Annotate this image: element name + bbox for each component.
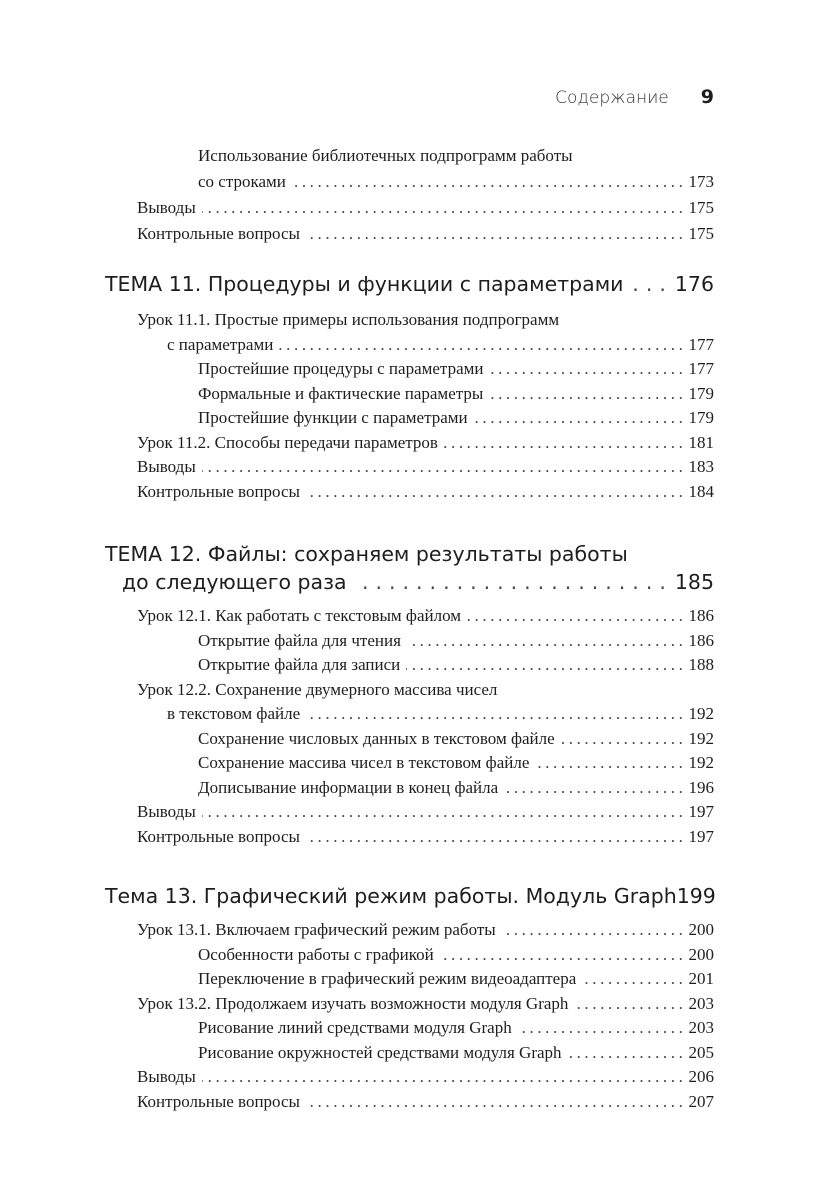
- toc-entry[interactable]: [105, 1090, 714, 1115]
- entry-page: 203: [688, 1018, 714, 1037]
- entry-page: 179: [688, 408, 714, 427]
- dot-leader: [202, 1065, 687, 1090]
- toc-entry[interactable]: [105, 357, 714, 382]
- toc-entry[interactable]: [105, 992, 714, 1017]
- toc-chapter-11: [105, 270, 714, 504]
- entry-title: Рисование линий средствами модуля Graph: [198, 1018, 512, 1037]
- entry-page: 184: [688, 481, 714, 501]
- chapter-title: ТЕМА 11. Процедуры и функции с параметрами: [105, 272, 624, 296]
- chapter-page: 185: [674, 570, 714, 594]
- entry-title: Простейшие функции с параметрами: [198, 408, 468, 427]
- toc-entry[interactable]: [105, 221, 714, 247]
- toc-entry[interactable]: [105, 1041, 714, 1066]
- entry-page: 207: [688, 1091, 714, 1111]
- dot-leader: [407, 629, 687, 654]
- entry-page: 183: [688, 457, 714, 476]
- toc-entry[interactable]: [105, 967, 714, 992]
- dot-leader: [279, 333, 686, 358]
- entry-title: Урок 11.1. Простые примеры использования подпрограмм: [137, 310, 560, 329]
- dot-leader: [582, 967, 686, 992]
- dot-leader: [306, 825, 687, 850]
- dot-leader: [574, 992, 686, 1017]
- dot-leader: [630, 270, 673, 298]
- dot-leader: [535, 751, 686, 776]
- dot-leader: [504, 776, 686, 801]
- chapter-title: ТЕМА 12. Файлы: сохраняем результаты работы: [105, 542, 628, 566]
- toc-entry[interactable]: [105, 455, 714, 480]
- entry-page: 200: [688, 920, 714, 939]
- entry-title: Сохранение массива чисел в текстовом файле: [198, 753, 530, 772]
- dot-leader: [489, 382, 686, 407]
- entry-title: Рисование окружностей средствами модуля Graph: [198, 1042, 562, 1062]
- toc-chapter-12: [105, 540, 714, 849]
- dot-leader: [202, 800, 687, 825]
- running-header: [555, 86, 714, 108]
- entry-title: Дописывание информации в конец файла: [198, 777, 499, 797]
- entry-title: Простейшие процедуры с параметрами: [198, 359, 484, 378]
- entry-page: 192: [688, 728, 714, 748]
- toc-entry[interactable]: [105, 480, 714, 505]
- entry-page: 201: [688, 969, 714, 988]
- toc-entry[interactable]: [105, 678, 714, 703]
- entry-page: 196: [688, 777, 714, 797]
- entry-title: в текстовом файле: [167, 704, 301, 723]
- entry-page: 205: [688, 1042, 714, 1062]
- chapter-heading-cont[interactable]: [105, 568, 714, 596]
- toc-chapter-13: [105, 882, 714, 1114]
- toc-entry[interactable]: [105, 195, 714, 221]
- toc-entry[interactable]: [105, 825, 714, 850]
- entry-title: Контрольные вопросы: [137, 1091, 300, 1111]
- entry-title: Урок 11.2. Способы передачи параметров: [137, 432, 438, 452]
- dot-leader: [202, 455, 687, 480]
- toc-entry[interactable]: [105, 800, 714, 825]
- entry-title: Урок 13.2. Продолжаем изучать возможности модуля Graph: [137, 993, 569, 1013]
- entry-page: 197: [688, 802, 714, 821]
- dot-leader: [306, 480, 687, 505]
- toc-entry[interactable]: [105, 431, 714, 456]
- entry-page: 206: [688, 1067, 714, 1086]
- toc-entry[interactable]: [105, 629, 714, 654]
- toc-entry[interactable]: [105, 653, 714, 678]
- dot-leader: [561, 727, 687, 752]
- chapter-heading[interactable]: [105, 540, 714, 568]
- entry-page: 203: [688, 993, 714, 1013]
- dot-leader: [306, 1090, 687, 1115]
- chapter-title: до следующего раза: [122, 570, 347, 594]
- dot-leader: [502, 918, 687, 943]
- dot-leader: [306, 702, 686, 727]
- entry-page: 192: [688, 704, 714, 723]
- entry-title: Выводы: [137, 198, 196, 217]
- entry-page: 173: [688, 172, 714, 191]
- entry-page: 177: [688, 359, 714, 378]
- entry-page: 188: [688, 655, 714, 674]
- dot-leader: [467, 604, 686, 629]
- toc-entry[interactable]: [105, 943, 714, 968]
- entry-title: Открытие файла для чтения: [198, 630, 401, 650]
- dot-leader: [444, 431, 687, 456]
- entry-title: Выводы: [137, 457, 196, 476]
- entry-title: Контрольные вопросы: [137, 224, 300, 243]
- chapter-page: 176: [674, 272, 714, 296]
- entry-title: Открытие файла для записи: [198, 655, 401, 674]
- entry-title: Выводы: [137, 802, 196, 821]
- entry-title: Использование библиотечных подпрограмм работы: [198, 146, 573, 165]
- toc-entry[interactable]: [105, 751, 714, 776]
- entry-page: 179: [688, 383, 714, 403]
- entry-title: Переключение в графический режим видеоадаптера: [198, 969, 577, 988]
- toc-entry-cont[interactable]: [105, 702, 714, 727]
- entry-title: со строками: [198, 172, 286, 191]
- entry-title: Особенности работы с графикой: [198, 944, 434, 964]
- entry-page: 175: [688, 198, 714, 217]
- dot-leader: [406, 653, 686, 678]
- running-title: Содержание: [555, 88, 669, 108]
- toc-entry[interactable]: [105, 1016, 714, 1041]
- entry-page: 181: [688, 432, 714, 452]
- entry-title: Контрольные вопросы: [137, 826, 300, 846]
- entry-page: 175: [688, 224, 714, 243]
- toc-entry[interactable]: [105, 1065, 714, 1090]
- entry-title: с параметрами: [167, 334, 274, 354]
- entry-page: 186: [688, 606, 714, 625]
- entry-page: 200: [688, 944, 714, 964]
- toc-entry[interactable]: [105, 382, 714, 407]
- toc-entry[interactable]: [105, 727, 714, 752]
- entry-title: Выводы: [137, 1067, 196, 1086]
- entry-title: Контрольные вопросы: [137, 481, 300, 501]
- toc-entry[interactable]: [105, 918, 714, 943]
- dot-leader: [489, 357, 686, 382]
- toc-entry[interactable]: [105, 308, 714, 333]
- entry-page: 177: [688, 334, 714, 354]
- entry-title: Формальные и фактические параметры: [198, 383, 484, 403]
- toc-entry[interactable]: [105, 776, 714, 801]
- dot-leader: [353, 568, 673, 596]
- toc-entry[interactable]: [105, 143, 714, 169]
- toc-entry-cont[interactable]: [105, 333, 714, 358]
- chapter-title: Тема 13. Графический режим работы. Модуль Graph: [105, 884, 677, 908]
- entry-title: Урок 12.1. Как работать с текстовым файлом: [137, 606, 462, 625]
- chapter-heading[interactable]: [105, 882, 714, 910]
- entry-title: Урок 13.1. Включаем графический режим работы: [137, 920, 496, 939]
- toc-entry[interactable]: [105, 604, 714, 629]
- dot-leader: [440, 943, 687, 968]
- chapter-heading[interactable]: [105, 270, 714, 298]
- toc-entry-cont[interactable]: [105, 169, 714, 195]
- toc-section-prev: [105, 143, 714, 247]
- entry-title: Сохранение числовых данных в текстовом файле: [198, 728, 555, 748]
- dot-leader: [306, 221, 687, 247]
- dot-leader: [202, 195, 687, 221]
- toc-entry[interactable]: [105, 406, 714, 431]
- entry-page: 197: [688, 826, 714, 846]
- chapter-page: 199: [676, 884, 716, 908]
- page-number: 9: [700, 86, 714, 108]
- entry-title: Урок 12.2. Сохранение двумерного массива чисел: [137, 679, 498, 699]
- dot-leader: [292, 169, 687, 195]
- dot-leader: [474, 406, 687, 431]
- entry-page: 192: [688, 753, 714, 772]
- entry-page: 186: [688, 630, 714, 650]
- dot-leader: [568, 1041, 687, 1066]
- dot-leader: [518, 1016, 687, 1041]
